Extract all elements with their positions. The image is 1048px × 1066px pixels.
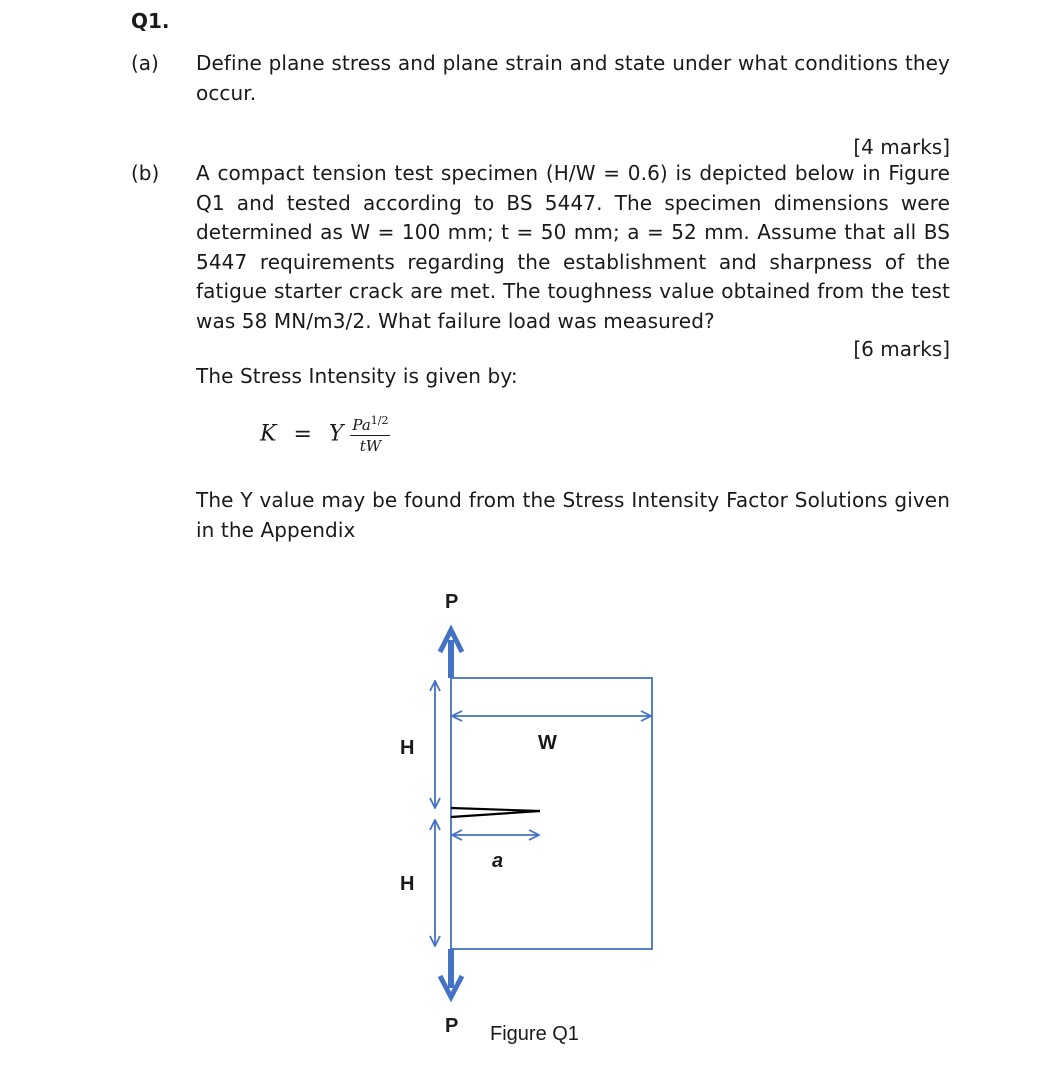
figure-caption: Figure Q1 <box>490 1023 579 1045</box>
part-b-marks: [6 marks] <box>853 337 950 361</box>
load-arrow-bottom <box>440 949 462 997</box>
label-height-lower: H <box>400 873 415 895</box>
stress-intensity-intro: The Stress Intensity is given by: <box>196 364 518 388</box>
label-width: W <box>538 732 557 754</box>
part-a-marks: [4 marks] <box>853 135 950 159</box>
formula-denominator: tW <box>359 437 382 455</box>
formula-equals: = <box>293 421 312 447</box>
label-load-bottom: P <box>445 1015 459 1037</box>
formula-numerator: $Pa^{1/2}$ <box>352 414 389 434</box>
part-b-text: A compact tension test specimen (H/W = 0.6) is depicted below in Figure Q1 and tested according to BS 5447. The specimen dimensions were determined as W = 100 mm; t = 50 mm; a = 52 mm. Assume that all BS 5447 requirements regarding the establishment and sharpness of the fatigue starter crack are met. The toughness value obtained from the test was 58 MN/m3/2. What failure load was measured? <box>196 161 950 333</box>
part-a-text: Define plane stress and plane strain and state under what conditions they occur. <box>196 51 950 105</box>
label-height-upper: H <box>400 737 415 759</box>
load-arrow-top <box>440 630 462 678</box>
label-load-top: P <box>445 591 459 613</box>
label-crack-length: a <box>492 850 504 872</box>
specimen-outline <box>451 678 652 949</box>
formula-coefficient: Y <box>328 421 344 447</box>
part-b-label: (b) <box>131 161 160 185</box>
y-value-note: The Y value may be found from the Stress Intensity Factor Solutions given in the Appendix <box>196 488 950 542</box>
question-number: Q1. <box>131 9 170 33</box>
part-a-label: (a) <box>131 51 159 75</box>
formula-lhs: K <box>260 421 277 447</box>
crack-notch <box>451 808 540 817</box>
